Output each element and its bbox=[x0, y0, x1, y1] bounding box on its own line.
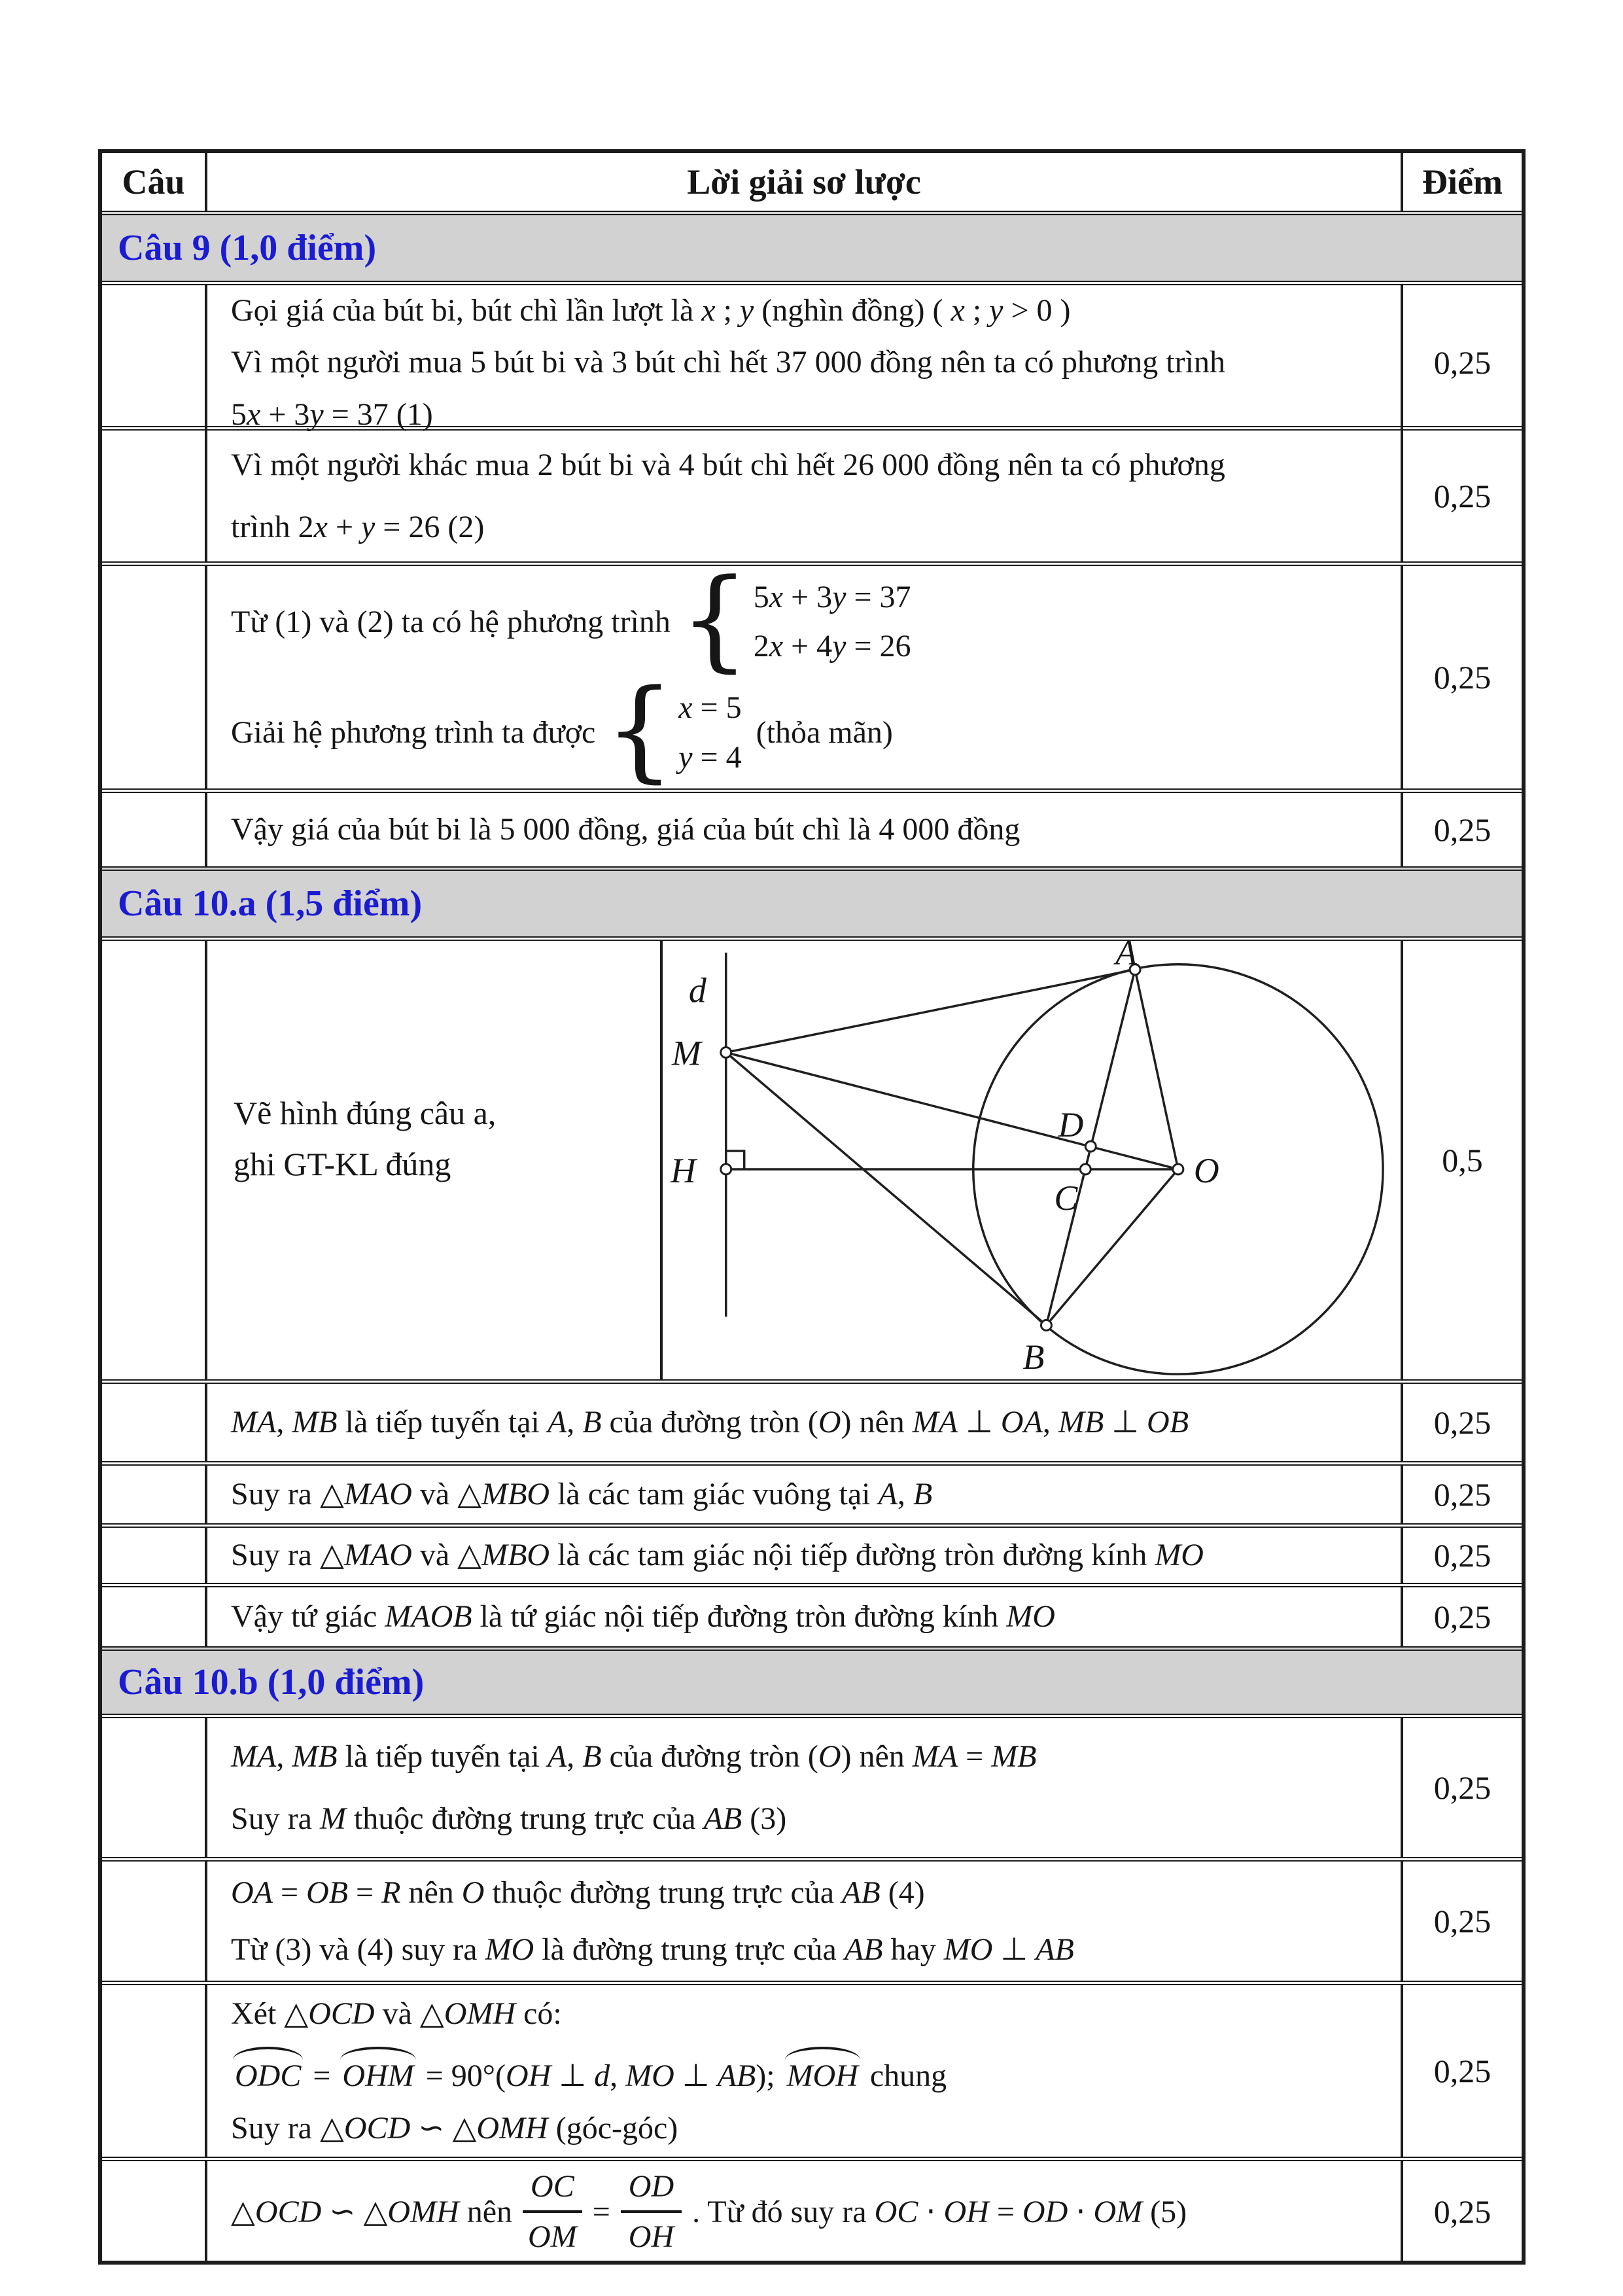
section-banner-cau9 bbox=[102, 211, 1522, 281]
point-D bbox=[1085, 1141, 1096, 1152]
solution-cell bbox=[205, 1466, 1401, 1523]
label-M: M bbox=[671, 1033, 701, 1073]
system-eq2: 2x + 4y = 26 bbox=[753, 629, 911, 664]
solution-cell bbox=[205, 941, 1401, 1379]
col-header-points: Điểm bbox=[1401, 153, 1522, 211]
fraction-numerator: OC bbox=[523, 2166, 582, 2213]
point-O bbox=[1173, 1164, 1183, 1174]
fraction bbox=[523, 2166, 582, 2257]
figure-caption-line: ghi GT-KL đúng bbox=[234, 1145, 451, 1182]
solution-line bbox=[231, 665, 1389, 794]
equation-system bbox=[679, 554, 911, 683]
solution-cell bbox=[205, 431, 1401, 561]
line-text: . Từ đó suy ra OC ⋅ OH = OD ⋅ OM (5) bbox=[692, 2194, 1187, 2229]
question-cell-empty bbox=[102, 2161, 205, 2263]
table-row bbox=[102, 788, 1522, 866]
solution-line: Từ (3) và (4) suy ra MO là đường trung trực của AB hay MO ⊥ AB bbox=[231, 1932, 1074, 1967]
equation-system bbox=[604, 665, 742, 794]
figure-row bbox=[102, 936, 1522, 1379]
fraction-denominator: OM bbox=[528, 2219, 577, 2255]
solution-cell bbox=[205, 793, 1401, 866]
geometry-figure bbox=[663, 941, 1403, 1379]
point-M bbox=[721, 1047, 731, 1057]
point-H bbox=[721, 1164, 731, 1174]
question-cell-empty bbox=[102, 1587, 205, 1646]
radius-OA bbox=[1135, 970, 1178, 1169]
solution-line: MA, MB là tiếp tuyến tại A, B của đường tròn (O) nên MA ⊥ OA, MB ⊥ OB bbox=[231, 1405, 1189, 1440]
question-cell-empty bbox=[102, 941, 205, 1379]
solution-cell bbox=[205, 1528, 1401, 1583]
table-header-row bbox=[102, 153, 1522, 211]
label-B: B bbox=[1022, 1337, 1045, 1377]
section-banner-cau10a bbox=[102, 866, 1522, 936]
question-cell-empty bbox=[102, 793, 205, 866]
section-banner-cau10b bbox=[102, 1646, 1522, 1714]
system-brace: { bbox=[679, 554, 750, 683]
question-cell-empty bbox=[102, 1862, 205, 1981]
label-A: A bbox=[1115, 941, 1138, 972]
point-C bbox=[1080, 1164, 1091, 1174]
table-row bbox=[102, 1857, 1522, 1981]
solution-cell bbox=[205, 1718, 1401, 1857]
solution-line: Suy ra △MAO và △MBO là các tam giác nội tiếp đường tròn đường kính MO bbox=[231, 1538, 1204, 1573]
solution-line: ODC = OHM = 90°(OH ⊥ d, MO ⊥ AB); MOH chung bbox=[231, 2045, 1389, 2096]
system-eq2: y = 4 bbox=[678, 739, 742, 775]
system-eq1: 5x + 3y = 37 bbox=[753, 579, 911, 614]
question-cell-empty bbox=[102, 1384, 205, 1461]
fraction bbox=[621, 2166, 682, 2257]
section-banner-label: Câu 10.a (1,5 điểm) bbox=[118, 883, 423, 924]
line-text: Từ (1) và (2) ta có hệ phương trình bbox=[231, 604, 671, 639]
table-row bbox=[102, 1714, 1522, 1857]
solution-cell bbox=[205, 1587, 1401, 1646]
points-cell: 0,25 bbox=[1401, 1587, 1522, 1646]
label-D: D bbox=[1058, 1105, 1084, 1145]
solution-line: Vậy giá của bút bi là 5 000 đồng, giá của bút chì là 4 000 đồng bbox=[231, 812, 1021, 847]
geometry-figure-cell bbox=[660, 941, 1403, 1379]
points-cell: 0,25 bbox=[1401, 793, 1522, 866]
table-row bbox=[102, 554, 1522, 794]
points-cell: 0,5 bbox=[1401, 941, 1522, 1379]
points-cell: 0,25 bbox=[1401, 1384, 1522, 1461]
col-header-question: Câu bbox=[122, 162, 185, 202]
figure-caption bbox=[207, 941, 660, 1379]
points-cell: 0,25 bbox=[1401, 566, 1522, 788]
fraction-numerator: OD bbox=[621, 2166, 682, 2213]
question-cell-empty bbox=[102, 566, 205, 788]
fraction-denominator: OH bbox=[628, 2219, 674, 2255]
solution-line: Vì một người khác mua 2 bút bi và 4 bút chì hết 26 000 đồng nên ta có phương bbox=[231, 447, 1225, 482]
points-cell: 0,25 bbox=[1401, 1985, 1522, 2157]
label-C: C bbox=[1054, 1178, 1078, 1218]
solution-cell bbox=[205, 285, 1401, 440]
table-row bbox=[102, 1981, 1522, 2157]
table-row bbox=[102, 1523, 1522, 1583]
points-cell: 0,25 bbox=[1401, 1862, 1522, 1981]
solution-line: Vì một người mua 5 bút bi và 3 bút chì hết 37 000 đồng nên ta có phương trình bbox=[231, 345, 1225, 380]
system-brace: { bbox=[604, 665, 675, 794]
solution-cell bbox=[205, 1985, 1401, 2157]
solution-line: Vậy tứ giác MAOB là tứ giác nội tiếp đường tròn đường kính MO bbox=[231, 1599, 1055, 1634]
solution-line bbox=[231, 554, 1389, 683]
solution-line: Suy ra M thuộc đường trung trực của AB (3) bbox=[231, 1801, 787, 1836]
points-cell: 0,25 bbox=[1401, 1718, 1522, 1857]
solution-line: Xét △OCD và △OMH có: bbox=[231, 1996, 562, 2031]
question-cell-empty bbox=[102, 1985, 205, 2157]
solution-cell bbox=[205, 2161, 1401, 2263]
system-eq1: x = 5 bbox=[678, 690, 742, 726]
table-row bbox=[102, 426, 1522, 561]
rubric-table bbox=[98, 149, 1526, 2265]
solution-line: Suy ra △MAO và △MBO là các tam giác vuông tại A, B bbox=[231, 1477, 933, 1512]
table-row bbox=[102, 1461, 1522, 1523]
points-cell: 0,25 bbox=[1401, 1466, 1522, 1523]
col-header-solution: Lời giải sơ lược bbox=[205, 153, 1401, 211]
question-cell-empty bbox=[102, 1718, 205, 1857]
label-d: d bbox=[688, 970, 707, 1010]
label-O: O bbox=[1193, 1150, 1219, 1190]
table-row bbox=[102, 281, 1522, 432]
line-text: = bbox=[592, 2194, 610, 2229]
solution-line: Gọi giá của bút bi, bút chì lần lượt là x ; y (nghìn đồng) ( x ; y > 0 ) bbox=[231, 293, 1071, 328]
table-row bbox=[102, 1379, 1522, 1461]
solution-line: trình 2x + y = 26 (2) bbox=[231, 510, 485, 544]
points-cell: 0,25 bbox=[1401, 1528, 1522, 1583]
label-H: H bbox=[670, 1150, 696, 1190]
question-cell-empty bbox=[102, 1466, 205, 1523]
tangent-MA bbox=[726, 970, 1135, 1053]
solution-line: Suy ra △OCD ∽ △OMH (góc-góc) bbox=[231, 2110, 678, 2146]
solution-cell bbox=[205, 1862, 1401, 1981]
section-banner-label: Câu 9 (1,0 điểm) bbox=[118, 228, 377, 268]
line-text: (thỏa mãn) bbox=[756, 715, 893, 750]
points-cell: 0,25 bbox=[1401, 285, 1522, 440]
line-text: △OCD ∽ △OMH nên bbox=[231, 2194, 513, 2229]
figure-caption-line: Vẽ hình đúng câu a, bbox=[234, 1095, 497, 1131]
point-B bbox=[1041, 1320, 1051, 1330]
question-cell-empty bbox=[102, 1528, 205, 1583]
solution-line: MA, MB là tiếp tuyến tại A, B của đường tròn (O) nên MA = MB bbox=[231, 1739, 1037, 1774]
question-cell-empty bbox=[102, 431, 205, 561]
solution-cell bbox=[205, 554, 1401, 794]
solution-line bbox=[231, 2166, 1389, 2257]
line-text: Giải hệ phương trình ta được bbox=[231, 715, 596, 750]
points-cell: 0,25 bbox=[1401, 431, 1522, 561]
points-cell: 0,25 bbox=[1401, 2161, 1522, 2263]
solution-line: OA = OB = R nên O thuộc đường trung trực của AB (4) bbox=[231, 1875, 925, 1910]
table-row bbox=[102, 1583, 1522, 1646]
question-cell-empty bbox=[102, 285, 205, 440]
solution-cell bbox=[205, 1384, 1401, 1461]
section-banner-label: Câu 10.b (1,0 điểm) bbox=[118, 1662, 425, 1703]
table-row bbox=[102, 2157, 1522, 2261]
solution-line: 5x + 3y = 37 (1) bbox=[231, 397, 433, 432]
